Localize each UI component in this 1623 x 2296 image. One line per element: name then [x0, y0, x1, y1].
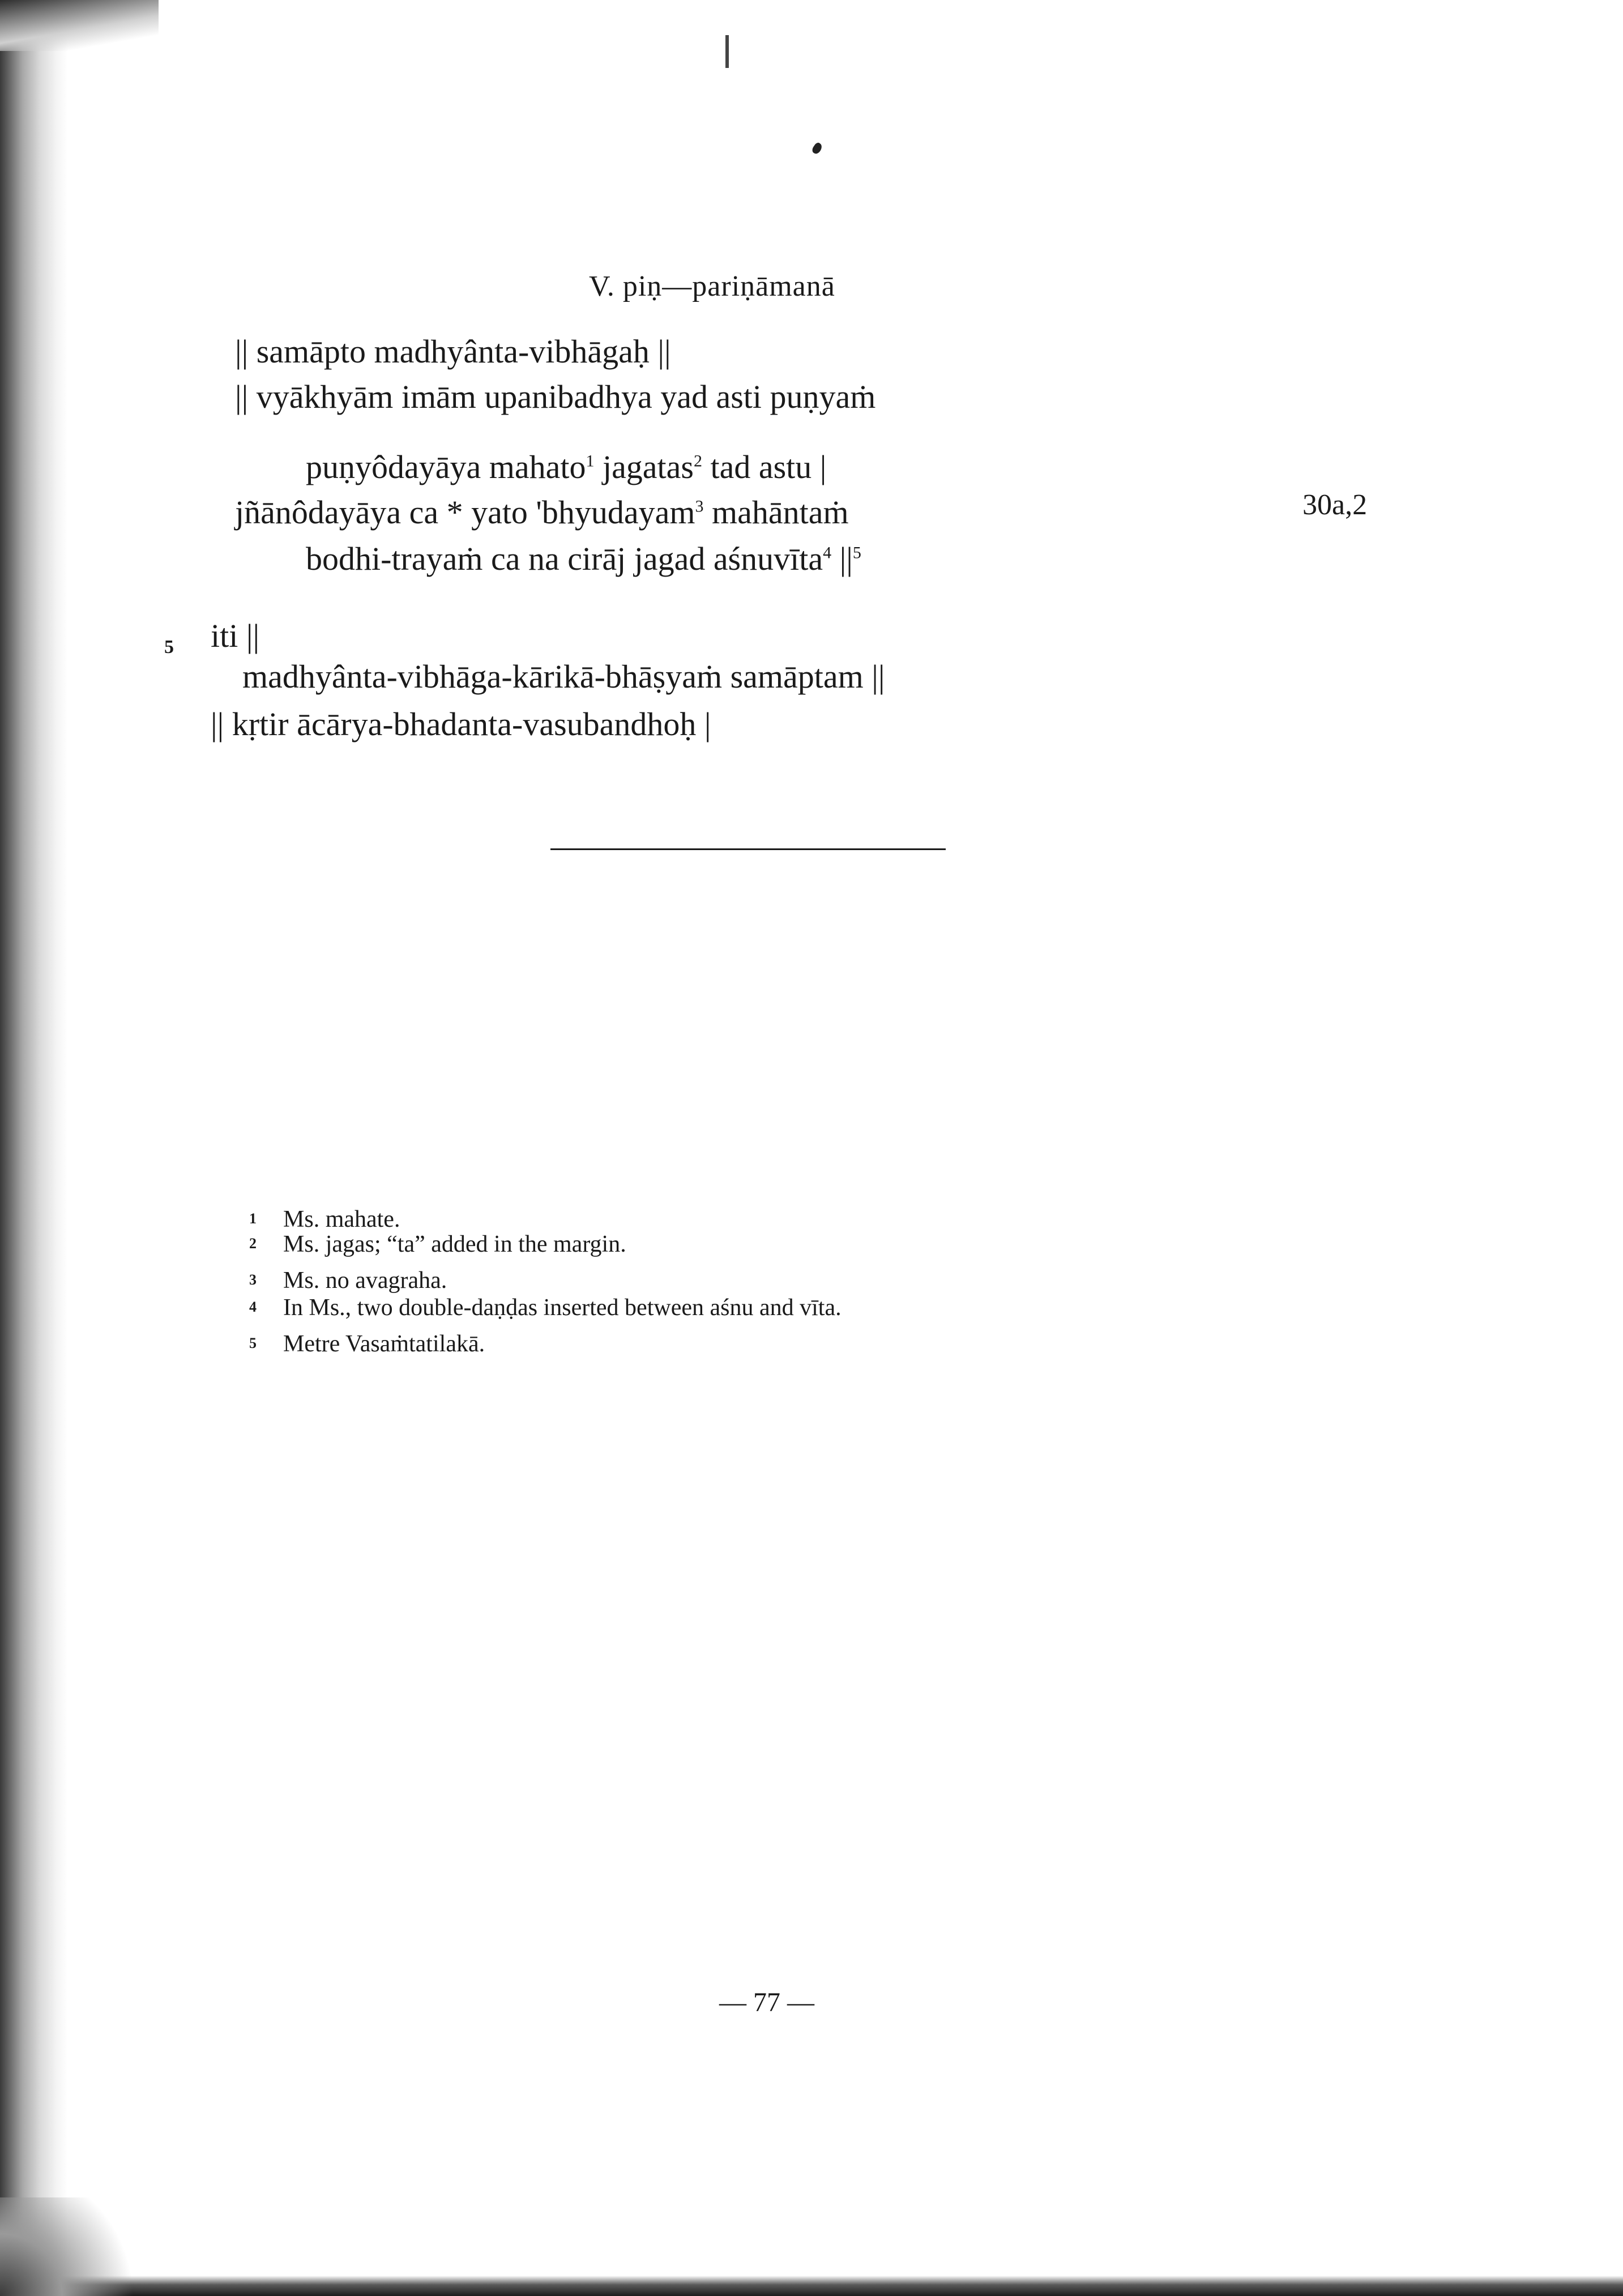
footnote-text: Ms. no avagraha. — [283, 1268, 447, 1294]
footnote-ref-1: 1 — [586, 451, 595, 471]
marginal-reference: 30a,2 — [1302, 489, 1368, 521]
scan-shadow-bottom — [0, 2276, 1623, 2296]
footnote-3 — [249, 1269, 447, 1292]
text-line-2: || vyākhyām imām upanibadhya yad asti puṇyaṁ — [235, 378, 876, 415]
footnote-1 — [249, 1207, 400, 1231]
footnote-ref-4: 4 — [823, 543, 832, 562]
scan-shadow-bottom-corner — [0, 2197, 147, 2296]
footnote-text: Ms. mahate. — [283, 1206, 400, 1232]
footnote-text: Ms. jagas; “ta” added in the margin. — [283, 1231, 626, 1257]
footnote-5 — [249, 1332, 485, 1356]
text-line-3 — [306, 451, 826, 484]
page-number: — 77 — — [719, 1987, 814, 2017]
footnote-separator-rule — [550, 848, 946, 850]
text-segment: jagatas — [594, 449, 694, 485]
scan-shadow-top-corner — [0, 0, 159, 51]
footnote-text: In Ms., two double-daṇḍas inserted between aśnu and vīta. — [283, 1295, 842, 1321]
ink-speck — [811, 142, 824, 155]
scan-shadow-left — [0, 0, 68, 2296]
text-line-8: || kṛtir ācārya-bhadanta-vasubandhoḥ | — [211, 706, 711, 742]
text-segment: puṇyôdayāya mahato — [306, 449, 586, 485]
text-segment: bodhi-trayaṁ ca na cirāj jagad aśnuvīta — [306, 540, 823, 577]
footnote-ref-2: 2 — [693, 451, 702, 471]
text-segment: jñānôdayāya ca * yato 'bhyudayam — [235, 494, 695, 531]
section-heading: V. piṇ—pariṇāmanā — [589, 270, 835, 302]
text-line-7: madhyânta-vibhāga-kārikā-bhāṣyaṁ samāptam || — [242, 658, 885, 695]
footnote-2 — [249, 1232, 626, 1256]
footnote-ref-3: 3 — [695, 497, 704, 516]
text-line-4 — [235, 496, 849, 529]
footnote-number: 4 — [249, 1299, 257, 1315]
text-line-1: || samāpto madhyânta-vibhāgaḥ || — [235, 333, 671, 370]
text-line-6: iti || — [211, 617, 260, 654]
footnote-number: 1 — [249, 1210, 257, 1227]
line-number: 5 — [164, 637, 174, 658]
footnote-text: Metre Vasaṁtatilakā. — [283, 1331, 485, 1357]
footnote-4 — [249, 1296, 842, 1320]
footnote-number: 2 — [249, 1235, 257, 1252]
top-scan-mark — [725, 35, 729, 68]
footnote-number: 5 — [249, 1335, 257, 1351]
text-segment: tad astu | — [702, 449, 827, 485]
text-line-5 — [306, 540, 861, 577]
text-segment: mahāntaṁ — [703, 494, 849, 531]
footnote-ref-5: 5 — [852, 543, 861, 562]
text-segment: || — [831, 540, 853, 577]
footnote-number: 3 — [249, 1271, 257, 1288]
